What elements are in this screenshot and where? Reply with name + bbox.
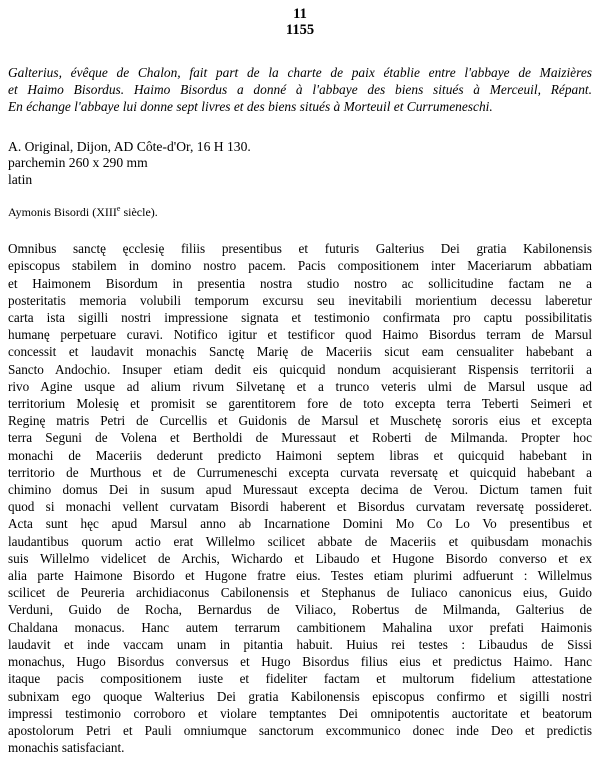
latin-text: [8, 240, 592, 756]
summary-line: et Haimo Bisordus. Haimo Bisordus a donné à l'abbaye des biens situés à Merceuil, Répant.: [8, 82, 592, 97]
latin-line: laudantibus quorum actio erat Willelmo scilicet abbate de Maceriis et quibusdam monachis: [8, 533, 592, 549]
latin-line: monachus, Hugo Bisordus conversus et Hugo Bisordus filius eius et predictus Haimo. Hanc: [8, 654, 592, 670]
latin-line: suis Willelmo videlicet de Archis, Wichardo et Libaudo et Hugone Bisordo converso et ex: [8, 550, 592, 566]
latin-line: rivo Agine usque ad alium rivum Silvetanę et a trunco veteris ulmi de Marsul usque ad: [8, 378, 592, 394]
latin-line: monachis satisfaciant.: [8, 740, 125, 756]
latin-line: Reginę matris Petri de Curcellis et Guidonis de Marsul et Muschetę sororis eius et excepta: [8, 413, 592, 429]
latin-line: carta ista sigilli nostri impressione signata et testimonio confirmata pro captu possibilitatis: [8, 310, 592, 326]
latin-line: Chaldana monacus. Hanc autem terrarum cambitionem Mahalina uxor prefati Haimonis: [8, 619, 592, 635]
latin-line: monachi de Maceriis dederunt predicto Haimoni septem libras et quicquid habebant in: [8, 447, 592, 463]
latin-line: alia parte Haimone Bisordo et Hugone fratre eius. Testes etiam plurimi adfuerunt : Willelmus: [8, 568, 592, 584]
latin-line: concessit et laudavit monachis Sanctę Marię de Maceriis sicut eam censualiter habebant a: [8, 344, 592, 360]
source-description: [8, 139, 592, 188]
source-original: A. Original, Dijon, AD Côte-d'Or, 16 H 130.: [8, 139, 251, 154]
latin-line: scilicet de Peureria archidiaconus Cabilonensis et Stephanus de Iuliaco canonicus eius, Guido: [8, 585, 592, 601]
latin-line: territorium Molesię et promisit se garentitorem fore de toto excepta terra Teberti Seimeri et: [8, 396, 592, 412]
dorsal-note-superscript: e: [116, 204, 121, 214]
dorsal-note-suffix: siècle).: [120, 205, 158, 220]
latin-line: posteritatis memoria volubili temporum excursu seu inevitabili morientium decessu laberetur: [8, 292, 592, 308]
latin-line: itaque pacis compositionem iuste et fideliter factam et multorum fidelium attestatione: [8, 671, 592, 687]
charter-heading: [8, 6, 592, 38]
summary-line: En échange l'abbaye lui donne sept livres et des biens situés à Morteuil et Currumeneschi.: [8, 99, 493, 114]
latin-line: humanę perpetuare curavi. Notifico igitur et testificor quod Haimo Bisordus terram de Marsul: [8, 327, 592, 343]
latin-line: territorio de Murthous et de Currumeneschi excepta curvata reversatę et quicquid habebant a: [8, 464, 592, 480]
source-language: latin: [8, 171, 33, 187]
source-material: parchemin 260 x 290 mm: [8, 155, 148, 171]
latin-line: laudavit et inde vaccam unam in pitantia habuit. Huius rei testes : Libaudus de Sissi: [8, 636, 592, 652]
summary-line: Galterius, évêque de Chalon, fait part de la charte de paix établie entre l'abbaye de Maizières: [8, 65, 592, 80]
latin-line: Verduni, Guido de Rocha, Bernardus de Viliaco, Robertus de Milmanda, Galterius de: [8, 602, 592, 618]
dorsal-note: [8, 205, 592, 219]
latin-line: Sancto Andochio. Insuper etiam dedit eis quicquid nondum acquisierant Rispensis territorii a: [8, 361, 592, 377]
latin-line: terra Seguni de Volena et Bertholdi de Muressaut et Roberti de Milmanda. Propter hoc: [8, 430, 592, 446]
latin-line: impressi testimonio corroboro et violare temptantes Dei omnipotentis auctoritate et beatorum: [8, 705, 592, 721]
latin-line: et Haimonem Bisordum in presentia nostra studio nostro ac sollicitudine factam ne a: [8, 275, 592, 291]
latin-line: Omnibus sanctę ęcclesię filiis presentibus et futuris Galterius Dei gratia Kabilonensis: [8, 241, 592, 257]
dorsal-note-text: Aymonis Bisordi (XIII: [8, 205, 117, 220]
latin-line: apostolorum Petri et Pauli omniumque sanctorum excommunico donec inde Deo et predictis: [8, 722, 592, 738]
latin-line: Acta sunt hęc apud Marsul anno ab Incarnatione Domini Mo Co Lo Vo presentibus et: [8, 516, 592, 532]
charter-year: 1155: [285, 22, 315, 38]
latin-line: chimino domus Dei in susum apud Muressaut excepta decima de Verou. Dictum tamen fuit: [8, 482, 592, 498]
latin-line: episcopus stabilem in domino nostro pacem. Pacis compositionem inter Maceriarum abbatiam: [8, 258, 592, 274]
latin-line: quod si monachi vellent curvatam Bisordi haberent et Bisordus curvatam reversatę possideret.: [8, 499, 592, 515]
latin-line: subnixam ego quoque Walterius Dei gratia Kabilonensis episcopus confirmo et sigilli nostri: [8, 688, 592, 704]
charter-number: 11: [293, 6, 307, 22]
french-summary: [8, 64, 592, 115]
